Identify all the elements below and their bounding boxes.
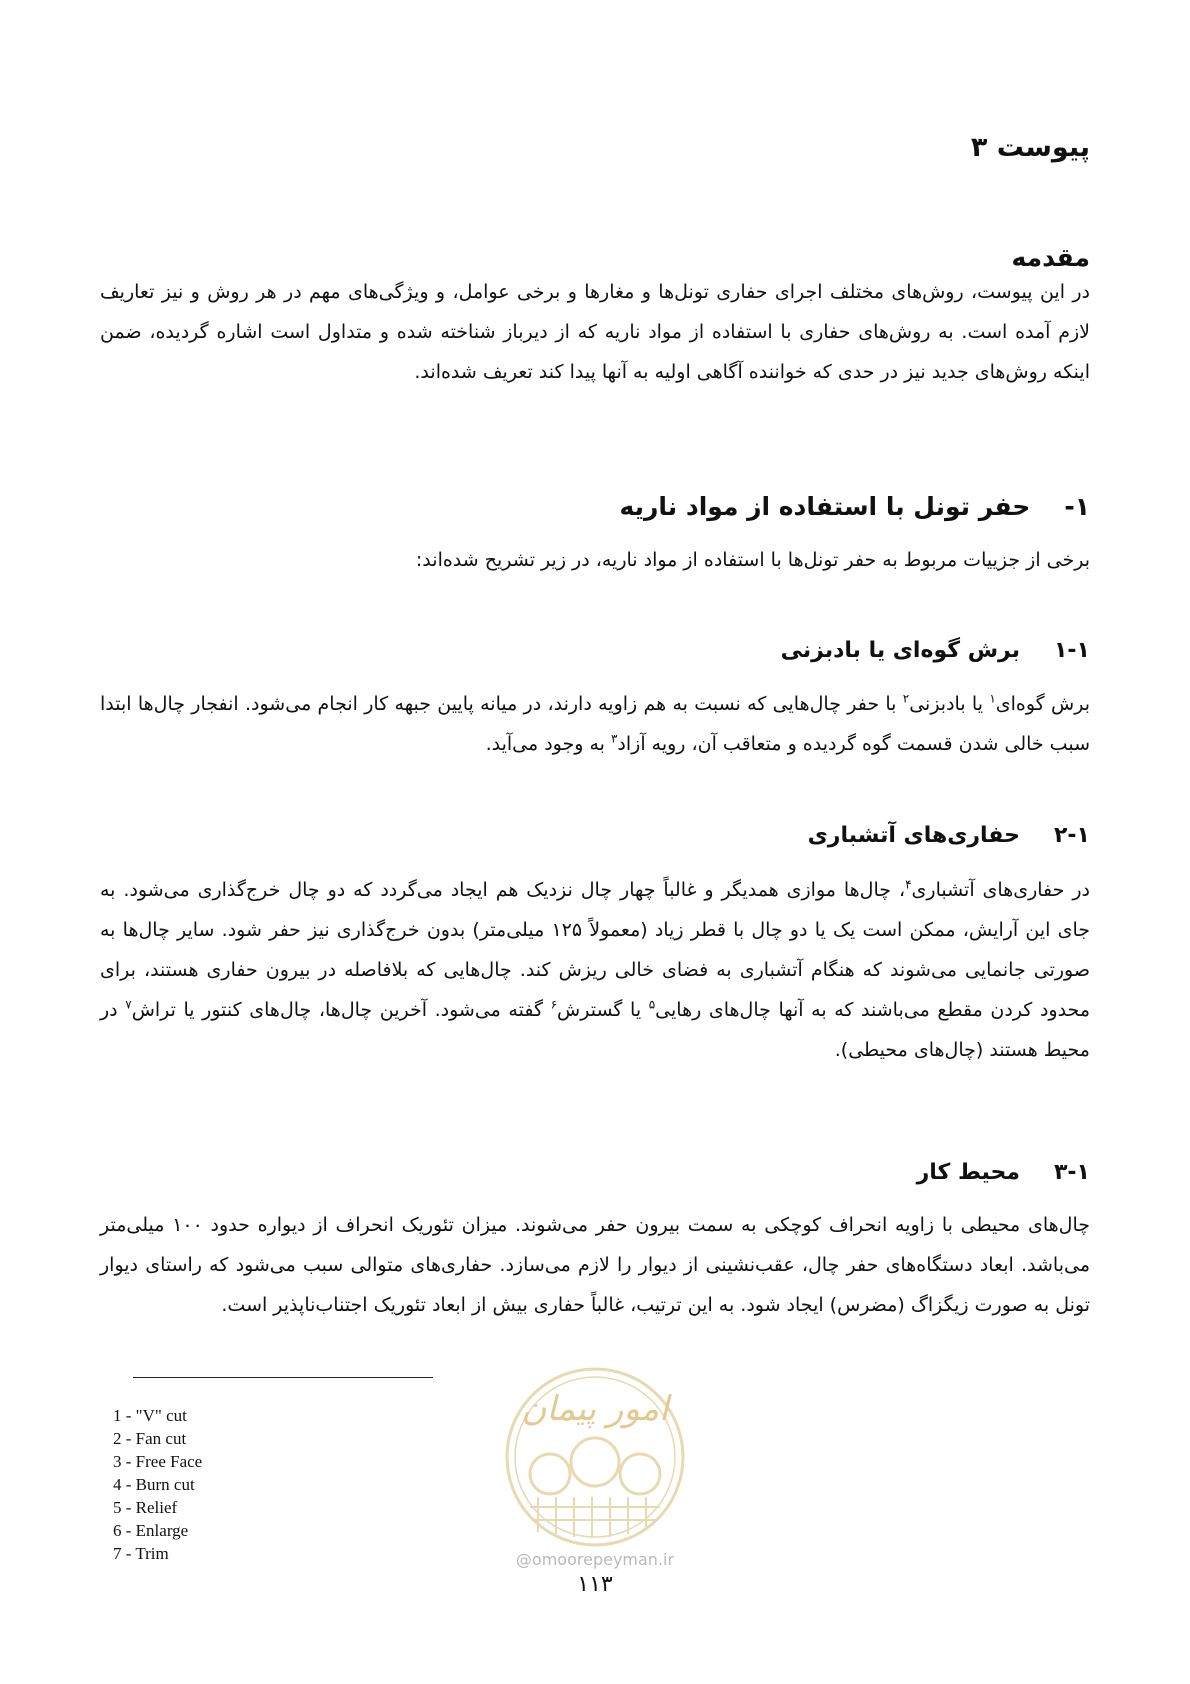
text-run: در محیط هستند (چال‌های محیطی). [100,999,1090,1061]
watermark-logo-icon [490,1362,700,1552]
section-1-3-heading [917,1160,1090,1185]
text-run: برش گوه‌ای [995,693,1090,715]
page-number: ۱۱۳ [577,1572,613,1597]
footnote-ref-4: ۴ [905,877,912,892]
section-number: ۲-۱ [1054,823,1090,848]
footnote-7: 7 - Trim [113,1544,169,1563]
footnote-ref-6: ۶ [550,997,558,1012]
section-1-1-heading [781,638,1090,663]
section-title: محیط کار [916,1160,1020,1185]
section-1-heading [619,492,1090,521]
text-run: گفته می‌شود. آخرین چال‌ها، چال‌های کنتور یا تراش [131,999,551,1021]
text-run: یا گسترش [557,999,649,1021]
section-title: حفر تونل با استفاده از مواد ناریه [619,492,1031,521]
footnote-6: 6 - Enlarge [113,1521,189,1540]
section-1-2-paragraph [100,870,1090,1070]
footnote-ref-3: ۳ [610,731,618,746]
text-run: یا بادبزنی [909,693,990,715]
footnote-ref-2: ۲ [902,691,910,706]
footnote-ref-7: ۷ [125,997,132,1012]
text-run: در حفاری‌های آتشباری [911,879,1090,901]
section-1-paragraph: برخی از جزییات مربوط به حفر تونل‌ها با استفاده از مواد ناریه، در زیر تشریح شده‌اند: [415,549,1090,571]
section-1-2-heading [808,823,1090,848]
footnote-2: 2 - Fan cut [113,1429,187,1448]
footnote-5: 5 - Relief [113,1498,178,1517]
section-title: حفاری‌های آتشباری [807,823,1020,848]
watermark-site: @omoorepeyman.ir [515,1550,675,1569]
text-run: با حفر چال‌هایی که نسبت به هم زاویه دارند، در میانه پایین جبهه کار انجام می‌شود. انفجار چال‌ها ابتدا سبب خالی شدن قسمت گوه گردیده و متعاقب آن، رویه آزاد [100,693,1090,755]
section-title: برش گوه‌ای یا بادبزنی [780,638,1020,663]
section-number: ۱- [1064,492,1090,521]
section-number: ۱-۱ [1054,638,1090,663]
footnote-1: 1 - "V" cut [113,1406,187,1425]
page-title: پیوست ۳ [970,132,1090,163]
section-1-3-paragraph: چال‌های محیطی با زاویه انحراف کوچکی به سمت بیرون حفر می‌شوند. میزان تئوریک انحراف از دیواره حدود ۱۰۰ میلی‌متر می‌باشد. ابعاد دستگاه‌های حفر چال، عقب‌نشینی از دیوار را لازم می‌سازد. حفاری‌های متوالی سبب می‌شود که راستای دیوار تونل به صورت زیگزاگ (مضرس) ایجاد شود. به این ترتیب، غالباً حفاری بیش از ابعاد تئوریک اجتناب‌ناپذیر است. [100,1214,1090,1316]
footnote-ref-1: ۱ [989,691,996,706]
section-1-1-paragraph [100,684,1090,764]
text-run: به وجود می‌آید. [485,733,611,755]
watermark-logo-text: امور پیمان [521,1389,669,1429]
footnote-4: 4 - Burn cut [113,1475,195,1494]
intro-paragraph: در این پیوست، روش‌های مختلف اجرای حفاری تونل‌ها و مغارها و برخی عوامل، و ویژگی‌های مهم در هر روش و نیز تعاریف لازم آمده است. به روش‌های حفاری با استفاده از مواد ناریه که از دیرباز شناخته شده و متداول است اشاره گردیده، ضمن اینکه روش‌های جدید نیز در حدی که خواننده آگاهی اولیه به آنها پیدا کند تعریف شده‌اند. [100,281,1090,383]
intro-heading: مقدمه [1011,243,1090,272]
footnote-3: 3 - Free Face [113,1452,203,1471]
footnote-ref-5: ۵ [648,997,656,1012]
footnote-divider [133,1377,433,1378]
section-number: ۳-۱ [1054,1160,1090,1185]
text-run: ، چال‌ها موازی همدیگر و غالباً چهار چال نزدیک هم ایجاد می‌گردد که دو چال خرج‌گذاری می‌شود. به جای این آرایش، ممکن است یک یا دو چال با قطر زیاد (معمولاً ۱۲۵ میلی‌متر) بدون خرج‌گذاری نیز حفر شود. سایر چال‌ها به صورتی جانمایی می‌شوند که هنگام آتشباری به فضای خالی ریزش کند. چال‌هایی که بلافاصله در بیرون حفاری هستند، برای محدود کردن مقطع می‌باشند که به آنها چال‌های رهایی [100,879,1090,1021]
